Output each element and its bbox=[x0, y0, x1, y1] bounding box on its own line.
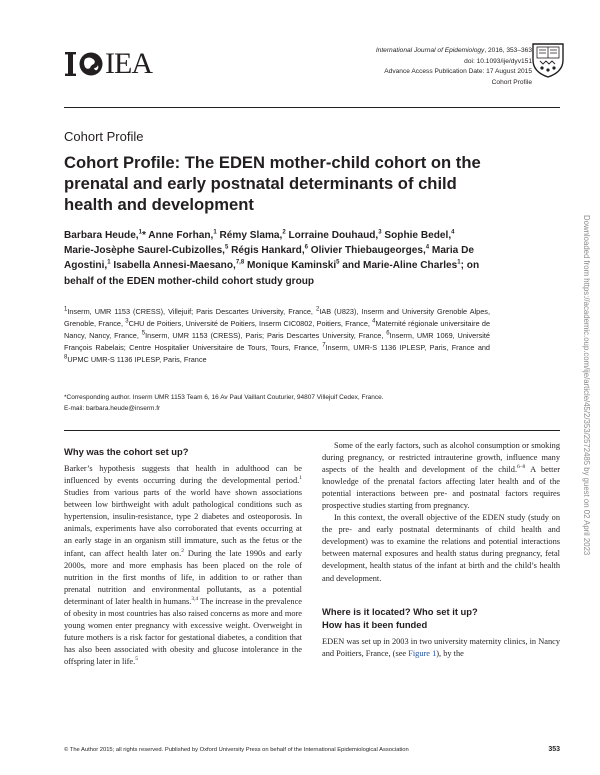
author: Isabella Annesi-Maesano, bbox=[110, 260, 236, 272]
affiliation-ref: 4 bbox=[451, 229, 455, 236]
affiliation-number: 8 bbox=[64, 354, 68, 361]
copyright-footer: © The Author 2015; all rights reserved. Published by Oxford University Press on behalf of the International Epidemiological Association bbox=[64, 747, 409, 753]
affiliation-ref: 1 bbox=[457, 260, 461, 267]
paragraph-objective: In this context, the overall objective of the EDEN study (study on the pre- and early postnatal determinants of child health and development) was to examine the relations and potential interactions between maternal exposures and health status during pregnancy, fetal development, health status of the infant at birth and the child’s health and development. bbox=[322, 513, 560, 583]
heading-line: Where is it located? Who set it up? bbox=[322, 605, 478, 617]
paragraph-setup bbox=[322, 636, 560, 660]
article-type: Cohort Profile bbox=[491, 78, 532, 86]
affiliation-ref: 1 bbox=[107, 260, 111, 267]
body-rule bbox=[64, 430, 560, 431]
citation-ref[interactable]: 6–8 bbox=[517, 464, 526, 471]
oxford-crest-logo bbox=[531, 42, 565, 78]
section-heading-where bbox=[322, 605, 560, 631]
text-run: During the late 1990s and early 2000s, more and more emphasis has been placed on the role of nutrition in the first months of life, in addition to or rather than prenatal nutrition and environmental pollutants, as a potential determinant of later health in humans. bbox=[64, 548, 302, 606]
author: * Anne Forhan, bbox=[141, 230, 214, 241]
text-run: A better knowledge of the prenatal factors affecting later health and of the potential interactions between pre- and postnatal factors requires prospective studies starting from pregnancy. bbox=[322, 465, 560, 511]
text-run: Some of the early factors, such as alcohol consumption or smoking during pregnancy, or restricted intrauterine growth, influence many aspects of the health and development of the child. bbox=[322, 441, 560, 475]
text-run: The increase in the prevalence of obesity in most countries has also raised concerns as more and more young women enter pregnancy with excessive weight. Overweight in future mothers is a risk factor for gestational diabetes, a condition that has also been associated with obesity and glucose intolerance in the offspring later in life. bbox=[64, 596, 302, 666]
author: Régis Hankard, bbox=[228, 245, 305, 257]
affiliation: UPMC UMR-S 1136 IPLESP, Paris, France bbox=[67, 355, 207, 365]
journal-citation: , 2016, 353–363 bbox=[484, 47, 532, 54]
iea-logo bbox=[64, 48, 164, 80]
author: Lorraine Douhaud, bbox=[285, 230, 379, 241]
author: Barbara Heude, bbox=[64, 230, 139, 241]
author: Sophie Bedel, bbox=[381, 230, 452, 241]
author: Marie-Josèphe Saurel-Cubizolles, bbox=[64, 245, 225, 257]
author-list bbox=[64, 228, 484, 289]
affiliation-number: 1 bbox=[64, 306, 68, 313]
affiliation-ref: 1 bbox=[138, 229, 142, 236]
citation-ref[interactable]: 2 bbox=[181, 547, 184, 554]
affiliation: Inserm, UMR 1069, Université François Rabelais; Centre Hospitalier Universitaire de Tours, Tours, France, bbox=[64, 331, 490, 353]
affiliation-number: 2 bbox=[315, 306, 320, 313]
download-side-note bbox=[582, 215, 592, 635]
author: and Marie-Aline Charles bbox=[339, 260, 458, 272]
paragraph-barker bbox=[64, 463, 302, 668]
figure-1-link[interactable]: Figure 1 bbox=[408, 649, 437, 659]
left-column bbox=[64, 445, 302, 668]
journal-meta bbox=[312, 46, 532, 88]
affiliation: IAB (U823), Inserm and University Grenoble Alpes, Grenoble, France, bbox=[64, 307, 490, 329]
text-run: Barker’s hypothesis suggests that health in adulthood can be influenced by events occurring during the developmental period. bbox=[64, 464, 302, 486]
affiliation-number: 5 bbox=[141, 330, 146, 337]
affiliation-number: 3 bbox=[125, 318, 129, 325]
page-number: 353 bbox=[548, 746, 560, 753]
corresponding-email[interactable]: E-mail: barbara.heude@inserm.fr bbox=[64, 404, 161, 412]
paragraph-early-factors bbox=[322, 440, 560, 512]
affiliation-ref: 2 bbox=[282, 229, 286, 236]
affiliation: Inserm, UMR 1153 (CRESS), Paris; Paris Descartes University, France, bbox=[145, 331, 387, 341]
doi[interactable]: doi: 10.1093/ije/dyv151 bbox=[464, 57, 532, 65]
author: Monique Kaminski bbox=[244, 260, 337, 272]
header-rule bbox=[64, 107, 560, 108]
corresponding-address: *Corresponding author. Inserm UMR 1153 Team 6, 16 Av Paul Vaillant Couturier, 94807 Villejuif Cedex, France. bbox=[64, 394, 384, 401]
advance-access-date: Advance Access Publication Date: 17 August 2015 bbox=[384, 68, 532, 76]
affiliation: Inserm, UMR 1153 (CRESS), Villejuif; Paris Descartes University, France, bbox=[67, 307, 316, 316]
affiliation-ref: 3 bbox=[378, 229, 382, 236]
affiliation: Maternité régionale universitaire de Nancy, Nancy, France, bbox=[64, 319, 490, 341]
citation-ref[interactable]: 5 bbox=[135, 656, 138, 663]
correspondence bbox=[64, 393, 490, 414]
text-run: EDEN was set up in 2003 in two university maternity clinics, in Nancy and Poitiers, France, (see bbox=[322, 636, 560, 659]
citation-ref[interactable]: 3,4 bbox=[191, 595, 199, 602]
affiliation-ref: 5 bbox=[336, 260, 340, 267]
affiliation-number: 6 bbox=[386, 330, 390, 337]
journal-citation-line bbox=[312, 46, 532, 57]
heading-line: How has it been funded bbox=[322, 618, 428, 630]
affiliation: CHU de Poitiers, Université de Poitiers, Inserm CIC0802, Poitiers, France, bbox=[128, 319, 373, 329]
author: Olivier Thiebaugeorges, bbox=[307, 245, 426, 257]
affiliation-ref: 4 bbox=[425, 244, 430, 251]
affiliation-number: 7 bbox=[322, 342, 326, 349]
affiliation-ref: 7,8 bbox=[235, 260, 245, 267]
journal-title: International Journal of Epidemiology bbox=[375, 47, 485, 54]
section-label: Cohort Profile bbox=[64, 129, 144, 144]
affiliation-number: 4 bbox=[372, 318, 376, 325]
text-run: Studies from various parts of the world have shown associations between low birthweight with adult pathological conditions such as hypertension, insulin-resistance, type 2 diabetes and osteoporosis. In animals, experiments have also corroborated that events occurring at an early stage in an organism still immature, such as the fetus or the infant, can affect health later on. bbox=[64, 488, 302, 558]
affiliation-ref: 6 bbox=[304, 244, 308, 251]
section-heading-why: Why was the cohort set up? bbox=[64, 446, 189, 457]
right-column bbox=[322, 440, 560, 660]
citation-ref[interactable]: 1 bbox=[299, 475, 302, 482]
author: Rémy Slama, bbox=[216, 230, 283, 241]
study-group: ; on behalf of the EDEN mother-child cohort study group bbox=[64, 260, 480, 287]
affiliation-ref: 1 bbox=[213, 229, 217, 236]
affiliation: Inserm, UMR-S 1136 IPLESP, Paris, France and bbox=[325, 343, 490, 353]
iea-logo-text: IEA bbox=[105, 47, 152, 80]
affiliations bbox=[64, 306, 490, 366]
oxford-crest-icon bbox=[531, 42, 565, 78]
author: Maria De Agostini, bbox=[64, 245, 474, 272]
affiliation-ref: 5 bbox=[224, 244, 229, 251]
download-note-text: Downloaded from https://academic.oup.com/ije/article/45/2/353/2572485 by guest on 02 April 2023 bbox=[582, 215, 591, 556]
article-title: Cohort Profile: The EDEN mother-child cohort on the prenatal and early postnatal determinants of child health and development bbox=[64, 153, 481, 214]
text-run: ), by the bbox=[436, 649, 464, 659]
